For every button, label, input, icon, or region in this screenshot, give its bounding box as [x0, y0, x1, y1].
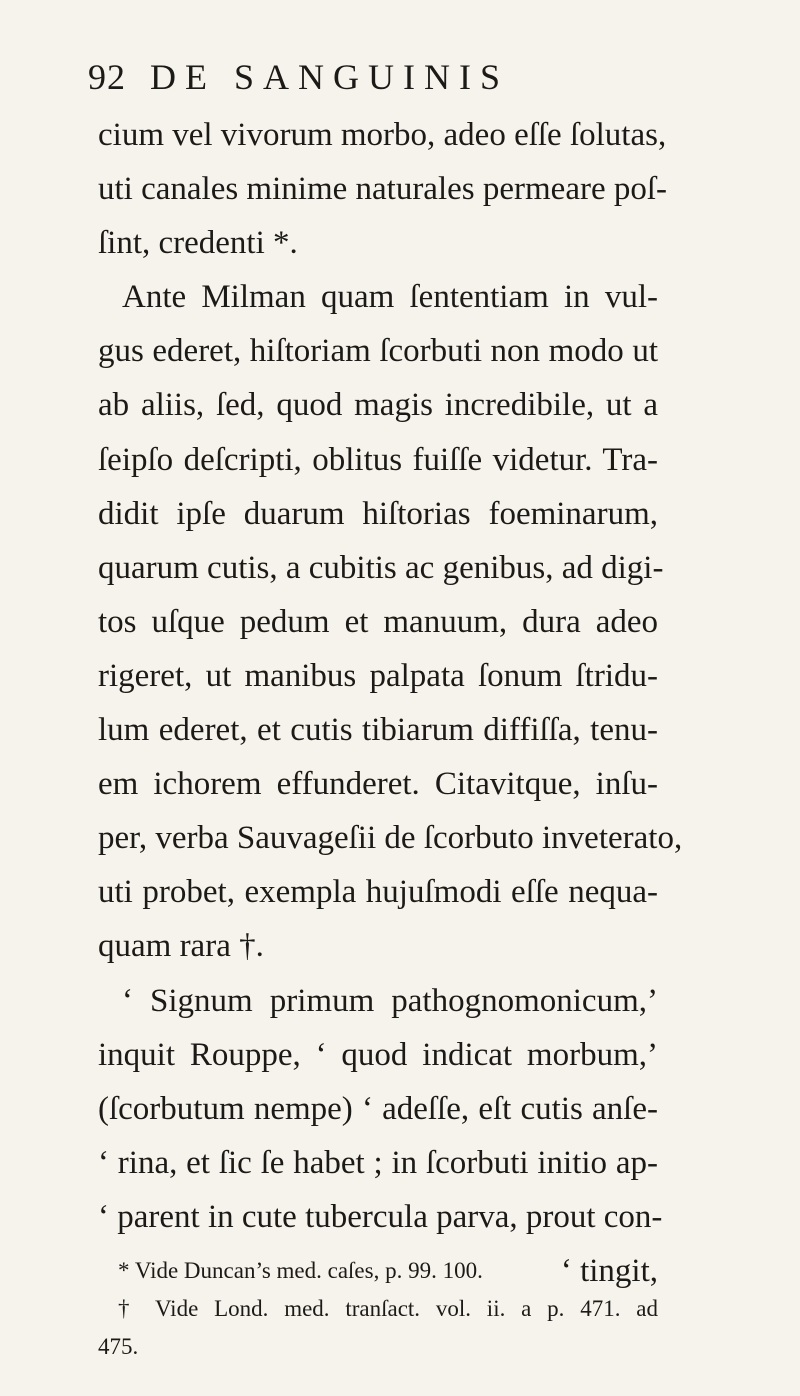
- body-text: [98, 108, 683, 1298]
- text-line: didit ipſe duarum hiſtorias foeminarum,: [98, 495, 658, 532]
- text-line: (ſcorbutum nempe) ‘ adeſſe, eſt cutis anſe-: [98, 1090, 658, 1127]
- catchword: ‘ tingit,: [560, 1252, 658, 1289]
- text-line: cium vel vivorum morbo, adeo eſſe ſolutas,: [98, 117, 667, 153]
- text-line: uti probet, exempla hujuſmodi eſſe nequa-: [98, 874, 658, 911]
- text-line: gus ederet, hiſtoriam ſcorbuti non modo ut: [98, 333, 658, 370]
- text-line: quarum cutis, a cubitis ac genibus, ad digi-: [98, 549, 664, 586]
- running-head: DE SANGUINIS: [150, 57, 509, 97]
- footnote: † Vide Lond. med. tranſact. vol. ii. a p. 471. ad: [118, 1296, 658, 1321]
- text-line: ‘ rina, et ſic ſe habet ; in ſcorbuti initio ap-: [98, 1144, 658, 1181]
- text-line: inquit Rouppe, ‘ quod indicat morbum,’: [98, 1036, 658, 1073]
- text-line: quam rara †.: [98, 928, 264, 965]
- text-line: uti canales minime naturales permeare poſ-: [98, 171, 668, 208]
- text-line: ab aliis, ſed, quod magis incredibile, ut a: [98, 387, 658, 424]
- text-line: ſint, credenti *.: [98, 225, 298, 262]
- text-line: tos uſque pedum et manuum, dura adeo: [98, 603, 658, 640]
- page-header: [88, 56, 708, 106]
- text-line: ſeipſo deſcripti, oblitus fuiſſe videtur. Tra-: [98, 441, 658, 478]
- footnote-continuation: 475.: [98, 1334, 139, 1359]
- text-line: ‘ Signum primum pathognomonicum,’: [122, 982, 658, 1019]
- text-line: ‘ parent in cute tubercula parva, prout con-: [98, 1198, 663, 1235]
- page-number: 92: [88, 57, 126, 97]
- text-line: lum ederet, et cutis tibiarum diffiſſa, tenu-: [98, 712, 658, 749]
- footnote: * Vide Duncan’s med. caſes, p. 99. 100.: [118, 1258, 483, 1283]
- footnotes: [98, 1252, 658, 1366]
- text-line: rigeret, ut manibus palpata ſonum ſtridu-: [98, 657, 658, 694]
- text-line: Ante Milman quam ſententiam in vul-: [122, 279, 658, 316]
- text-line: em ichorem effunderet. Citavitque, inſu-: [98, 766, 658, 803]
- text-line: per, verba Sauvageſii de ſcorbuto inveterato,: [98, 820, 683, 857]
